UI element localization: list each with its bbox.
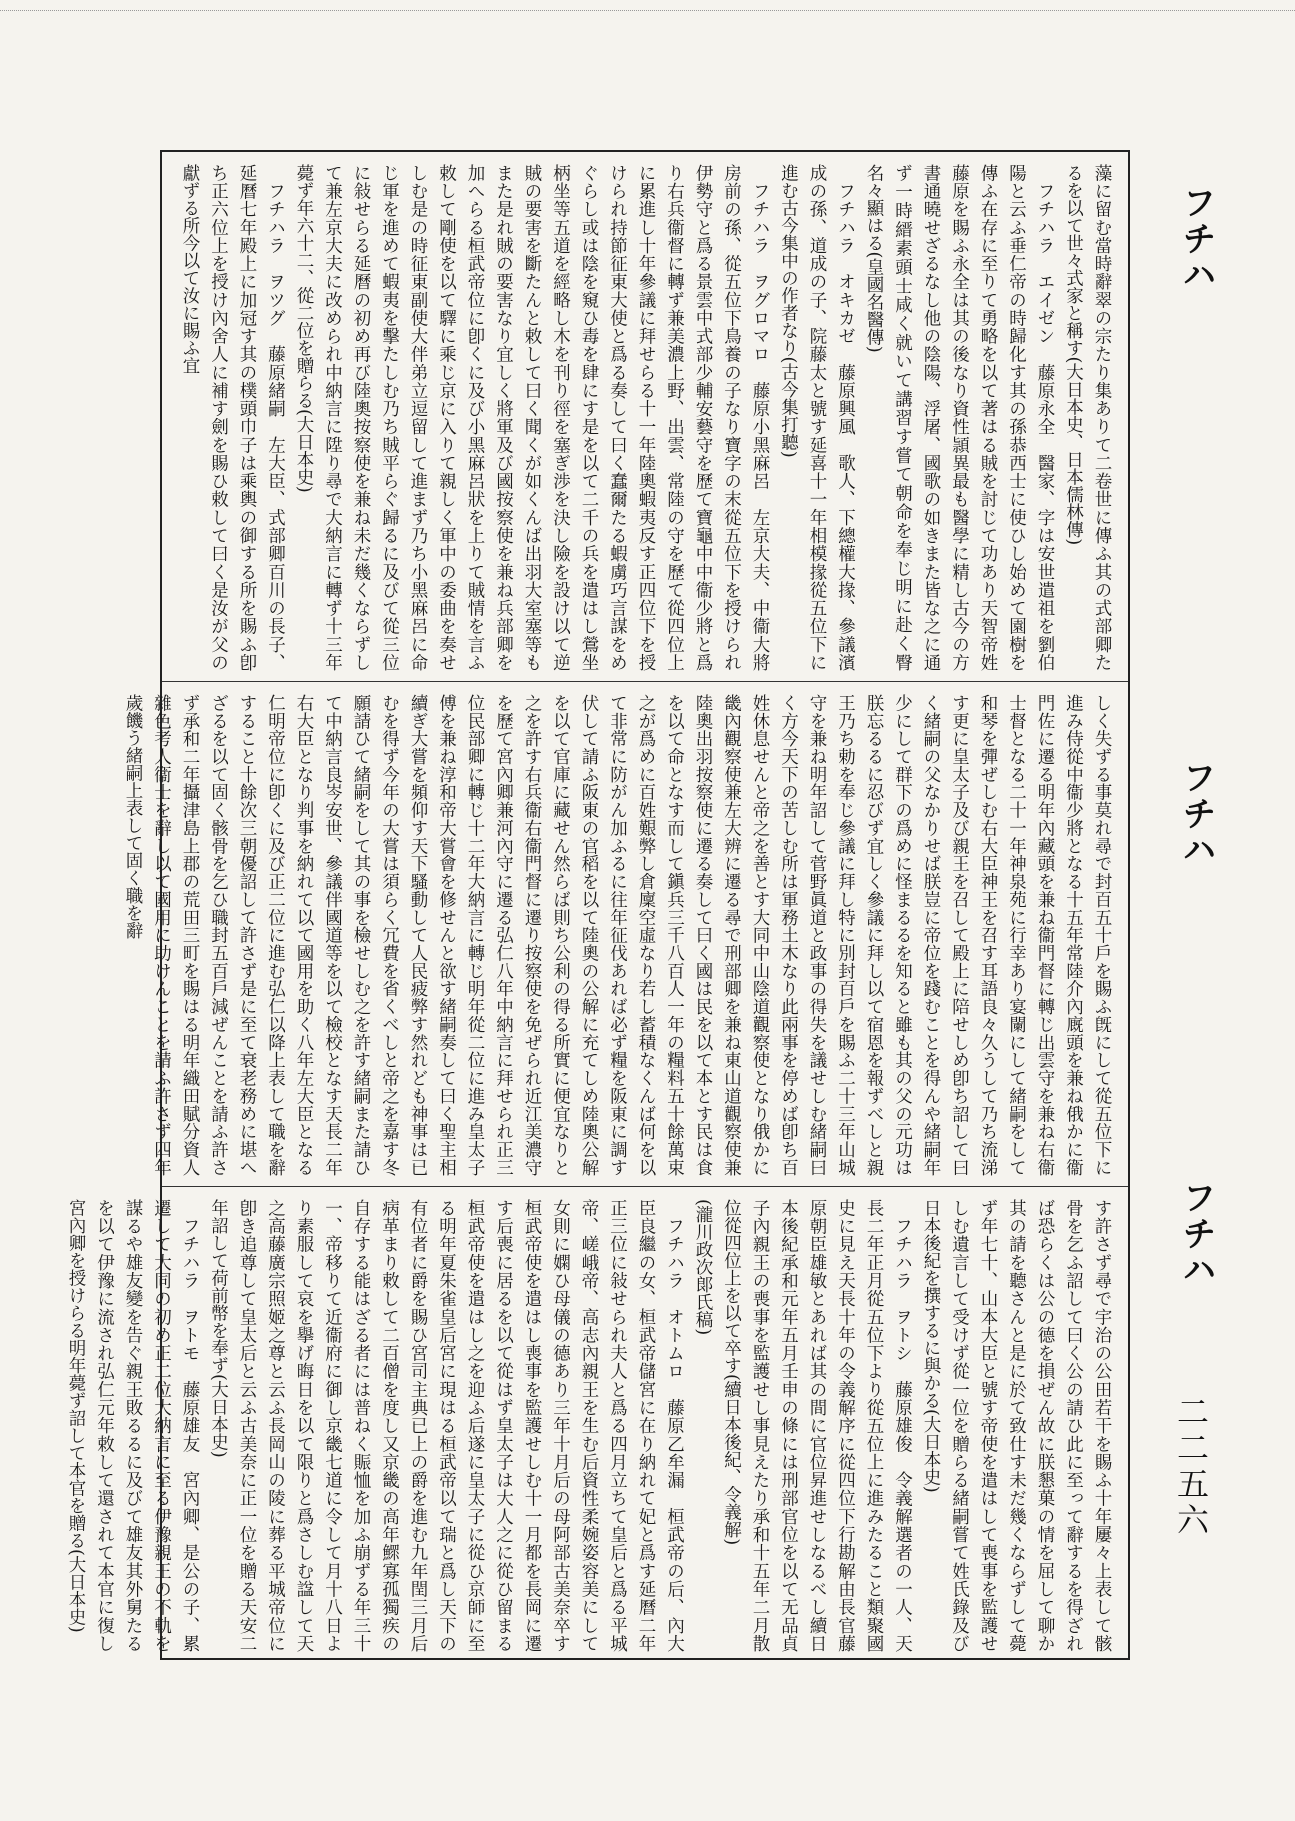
page-frame [66, 150, 1130, 1660]
running-head-bottom: フチハ [1176, 1180, 1216, 1288]
running-head-middle: フチハ [1176, 760, 1216, 868]
text-band-bottom [66, 1187, 1128, 1662]
band-text-middle: しく失ずる事莫れ尋で封百五十戶を賜ふ旣にして從五位下に進み侍從中衞少將となる十五年常陸介內廐頭を兼ね俄かに衞門佐に遷る明年內藏頭を兼ね衞門督に轉じ出雲守を兼ね右衞士督となる二十一年神泉苑に行幸あり宴闌にして緒嗣をして和琴を彈ぜしむ右大臣神王を召す耳語良々久うして乃ち流涕す更に皇太子及び親王を召して殿上に陪せしめ卽ち詔して曰く緒嗣の父なかりせば朕豈に帝位を踐むことを得んや緒嗣年少にして群下の爲めに怪まるるを知ると雖も其の父の元功は朕忘るるに忍びず宜しく參議に拜し以て宿恩を報ずべしと親王乃ち勅を奉じ參議に拜し特に別封百戶を賜ふ二十三年山城守を兼ね明年詔して菅野眞道と政事の得失を議せしむ緒嗣曰く方今天下の苦しむ所は軍務土木なり此兩事を停めば卽ち百姓休息せんと帝之を善とす大同中山陰道觀察使となり俄かに畿內觀察使兼左大辨に遷る尋で刑部卿を兼ね東山道觀察使兼陸奧出羽按察使に遷る奏して曰く國は民を以て本とす民は食を以て命となす而して鎭兵三千八百人一年の糧料五十餘萬束之が爲めに百姓艱弊し倉廩空虛なり若し蓄積なくんば何を以て非常に防がん加ふるに往年征伐あれば必ず糧を阪東に調す伏して請ふ阪東の官稻を以て陸奧の公解に充てしめ陸奧公解を以て官庫に藏せん然らば則ち公利の得る所實に便宜なりと之を許す右兵衞右衞門督に遷り按察使を免ぜられ近江美濃守を歷て宮內卿兼河內守に遷る弘仁八年中納言に拜せられ正三位民部卿に轉じ十二年大納言に轉じ明年從二位に進み皇太子傅を兼ね淳和帝大嘗會を修せんと欲す緒嗣奏して曰く聖主相續ぎ大嘗を頻仰す天下騷動して人民疲弊す然れども神事は已むを得ず今年の大嘗は須らく冗費を省くべしと帝之を嘉す冬願請ひて緒嗣をして其の事を檢せしむ之を許す緒嗣また請ひて中納言良岑安世、參議伴國道等を以て檢校となす天長二年右大臣となり判事を納れて以て國用を助く八年左大臣となる仁明帝位に卽くに及び正二位に進む弘仁以降上表して職を辭すること十餘次三朝優詔して許さず是に至て衰老務めに堪へざるを以て固く骸骨を乞ひ職封五百戶減ぜんことを請ふ許さず承和二年攝津島上郡の荒田三町を賜はる明年織田賦分資人雜色考人衞士を辭し以て國用に助けんことを請ふ許さず四年歲饑う緒嗣上表して固く職を辭 [123, 694, 1112, 1177]
text-band-top [162, 152, 1128, 682]
top-dotted-rule [0, 10, 1295, 11]
page-number: 二二五六 [1172, 1395, 1210, 1539]
band-text-top: 藻に留む當時辭翠の宗たり集ありて二卷世に傳ふ其の式部卿たるを以て世々式家と稱す(大日本史、日本儒林傳) フチハラ エイゼン 藤原永全 醫家、字は安世遣祖を劉伯陽と云ふ垂仁帝の時歸化す其の孫恭西士に使ひし始めて園樹を傳ふ在存に至りて勇略を以て著はる賊を討じて功あり天智帝姓藤原を賜ふ永全は其の後なり資性頴異最も醫學に精し古今の方書通曉せざるなし他の陰陽、浮屠、國歌の如きまた皆な之に通ず一時縉素頭士咸く就いて講習す嘗て朝命を奉じ明に赴く臀名々顯はる(皇國名醫傳) フチハラ オキカゼ 藤原興風 歌人、下總權大掾、參議濱成の孫、道成の子、院藤太と號す延喜十一年相模掾從五位下に進む古今集中の作者なり(古今集打聽) フチハラ ヲグロマロ 藤原小黑麻呂 左京大夫、中衞大將房前の孫、從五位下鳥養の子なり寶字の末從五位下を授けられ伊勢守と爲る景雲中式部少輔安藝守を歷て寶龜中中衞少將と爲り右兵衞督に轉ず兼美濃上野、出雲、常陸の守を歷て從四位上に累進し十年參議に拜せらる十一年陸奧蝦夷反す正四位下を授けられ持節征東大使と爲る奏して曰く蠢爾たる蝦虜巧言謀をめぐらし或は陰を窺ひ毒を肆にす是を以て二千の兵を遣はし鶯坐柄坐等五道を經略し木を刊り徑を塞ぎ渉を決し險を設け以て逆賊の要害を斷たんと敕して曰く聞くが如くんば出羽大室塞等もまた是れ賊の要害なり宜しく將軍及び國按察使を兼ね兵部卿を加へらる桓武帝位に卽くに及び小黑麻呂狀を上りて賊情を言ふ敕して剛使を以て驛に乘じ京に入りて親しく軍中の委曲を奏せしむ是の時征東副使大伴弟立逗留して進まず乃ち小黑麻呂に命じ軍を進めて蝦夷を擊たしむ乃ち賊平らぐ歸るに及びて從三位に敍せらる延曆の初め再び陸奧按察使を兼ね未だ幾くならずして兼左京大夫に改められ中納言に陞り尋で大納言に轉ず十三年薨ず年六十二、從二位を贈らる(大日本史) フチハラ ヲツグ 藤原緒嗣 左大臣、式部卿百川の長子、延曆七年殿上に加冠す其の樸頭巾子は乘輿の御する所を賜ふ卽ち正六位上を授け內舍人に補す劍を賜ひ敕して曰く是汝が父の獻ずる所今以て汝に賜ふ宜 [180, 164, 1112, 672]
running-head-top: フチハ [1176, 185, 1216, 293]
text-band-middle [123, 682, 1128, 1187]
band-text-bottom: す許さず尋で宇治の公田若干を賜ふ十年屢々上表して骸骨を乞ふ詔して曰く公の請ひ此に至って辭するを得ざれば恐らくは公の德を損ぜん故に朕懇菓の情を屈して聊か其の請を聽さんと是に於て致仕す未だ幾くならずして薨ず年七十、山本大臣と號す帝使を遣はして喪事を監護せしむ遺言して受けず從一位を贈らる緒嗣嘗て姓氏錄及び日本後紀を撰するに與かる(大日本史) フチハラ ヲトシ 藤原雄俊 令義解選者の一人、天長二年正月從五位下より從五位上に進みたること類聚國史に見え天長十年の令義解序に從四位下行勘解由長官藤原朝臣雄敏とあれば其の間に官位昇進せしなるべし續日本後紀承和元年五月壬申の條には刑部官位を以て无品貞子內親王の喪事を監護せし事見えたり承和十五年二月散位從四位上を以て卒す(續日本後紀、令義解) (瀧川政次郞氏稿) フチハラ オトムロ 藤原乙牟漏 桓武帝の后、內大臣良繼の女、桓武帝儲宮に在り納れて妃と爲す延曆二年正三位に敍せられ夫人と爲る四月立ちて皇后と爲る平城帝、嵯峨帝、高志內親王を生む后資性柔婉姿容美にして女則に嫻ひ母儀の德あり三年十月后の母阿部古美奈卒す桓武帝使を遣はし喪事を監護せしむ十一月都を長岡に遷す后喪に居るを以て從はず皇太子は大人之に從ひ留まる桓武帝使を遣はし之を迎ふ后遂に皇太子に從ひ京師に至る明年夏朱雀皇后宮に現はる桓武帝以て瑞と爲し天下の有位者に爵を賜ひ宮司主典已上の爵を進む九年閏三月后病革まり敕して二百僧を度し又京畿の高年鰥寡孤獨疾の自存する能はざる者には普ねく賑恤を加ふ崩ずる年三十一、帝移りて近衞府に御し京畿七道に令して月十八日より素服して哀を擧げ晦日を以て限りと爲さしむ諡して天之高藤廣宗照姬之尊と云ふ長岡山の陵に葬る平城帝位に卽き追尊して皇太后と云ふ古美奈に正一位を贈る天安二年詔して荷前幣を奉ず(大日本史) フチハラ ヲトモ 藤原雄友 宮內卿、是公の子、累遷して大同の初め正二位大納言に至る伊豫親王の不軌を謀るや雄友變を告ぐ親王敗るるに及びて雄友其外舅たるを以て伊豫に流され弘仁元年敕して還されて本官に復し宮內卿を授けらる明年薨ず詔して本官を贈る(大日本史) [66, 1199, 1112, 1653]
